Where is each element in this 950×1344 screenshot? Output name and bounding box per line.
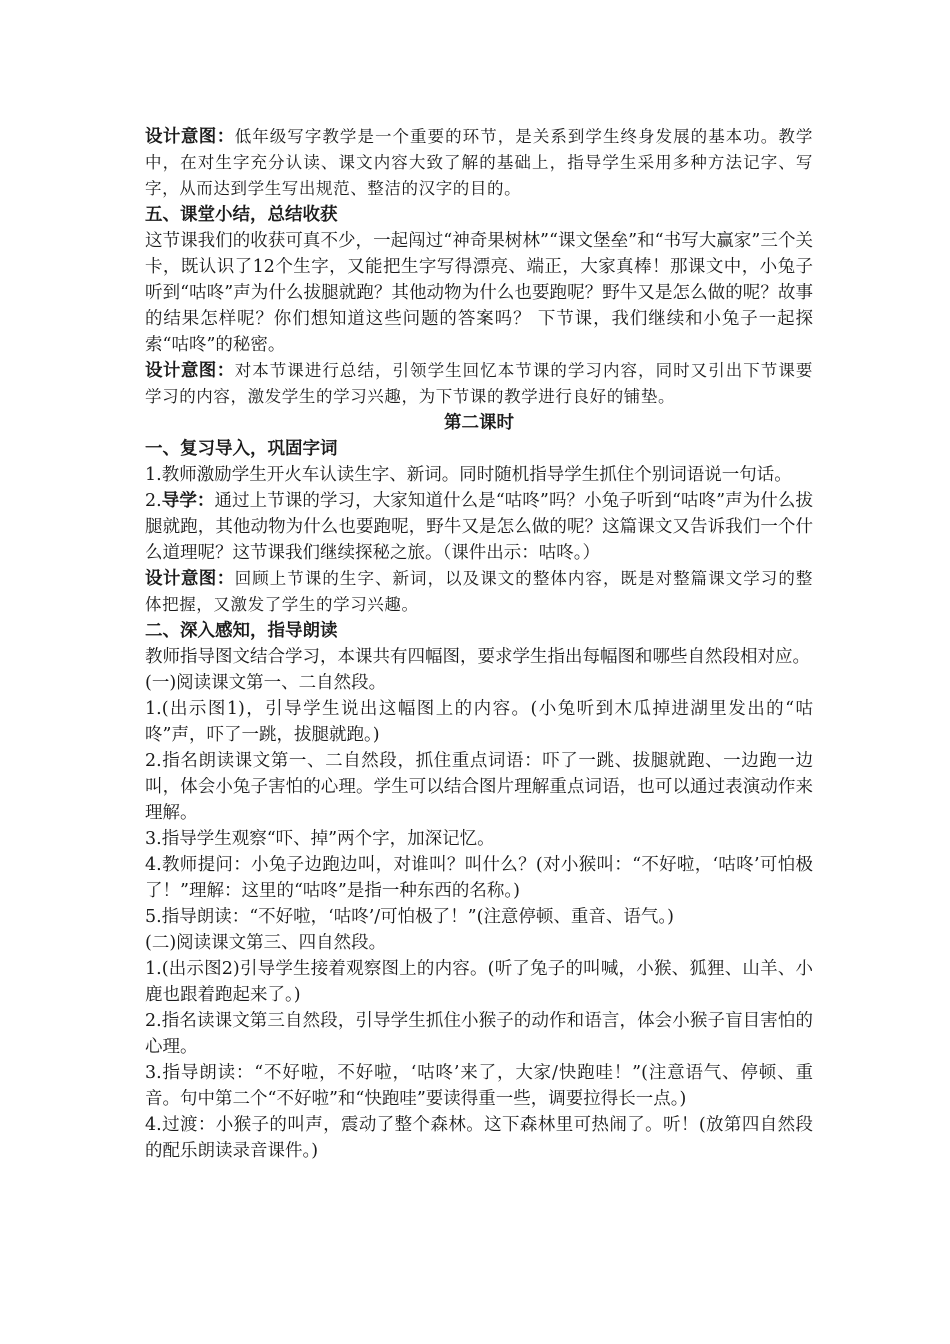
section-heading-reading: 二、深入感知，指导朗读 [145, 621, 338, 641]
guided-learning-label: 导学： [161, 491, 215, 511]
body-paragraph: 1.(出示图2)引导学生接着观察图上的内容。(听了兔子的叫喊，小猴、狐狸、山羊、小鹿也跟着跑起来了。) [145, 959, 813, 1005]
design-intent-text: 对本节课进行总结，引领学生回忆本节课的学习内容，同时又引出下节课要学习的内容，激发学生的学习兴趣，为下节课的教学进行良好的铺垫。 [145, 361, 813, 406]
body-paragraph: 4.过渡：小猴子的叫声，震动了整个森林。这下森林里可热闹了。听！(放第四自然段的配乐朗读录音课件。) [145, 1115, 813, 1161]
item-number: 2. [145, 491, 162, 511]
subsection-heading: (一)阅读课文第一、二自然段。 [145, 673, 387, 693]
design-intent-label: 设计意图： [145, 569, 235, 589]
document-page [145, 124, 813, 1164]
section-heading-review: 一、复习导入，巩固字词 [145, 439, 338, 459]
body-paragraph: 4.教师提问：小兔子边跑边叫，对谁叫？叫什么？(对小猴叫：“不好啦，‘咕咚’可怕极了！”理解：这里的“咕咚”是指一种东西的名称。) [145, 855, 813, 901]
body-paragraph: 教师指导图文结合学习，本课共有四幅图，要求学生指出每幅图和哪些自然段相对应。 [145, 647, 810, 667]
design-intent-paragraph [145, 566, 813, 618]
section-heading-summary: 五、课堂小结，总结收获 [145, 205, 338, 225]
guided-learning-paragraph [145, 488, 813, 566]
subsection-heading: (二)阅读课文第三、四自然段。 [145, 933, 387, 953]
body-paragraph: 3.指导学生观察“吓、掉”两个字，加深记忆。 [145, 829, 495, 849]
design-intent-paragraph [145, 358, 813, 410]
lesson-title: 第二课时 [444, 413, 514, 433]
design-intent-paragraph [145, 124, 813, 202]
design-intent-text: 回顾上节课的生字、新词，以及课文的整体内容，既是对整篇课文学习的整体把握，又激发了学生的学习兴趣。 [145, 569, 813, 614]
body-paragraph: 3.指导朗读：“不好啦，不好啦，‘咕咚’来了，大家/快跑哇！”(注意语气、停顿、重音。句中第二个“不好啦”和“快跑哇”要读得重一些，调要拉得长一点。) [145, 1063, 813, 1109]
design-intent-label: 设计意图： [145, 361, 235, 381]
body-paragraph: 这节课我们的收获可真不少，一起闯过“神奇果树林”“课文堡垒”和“书写大赢家”三个关卡，既认识了12个生字，又能把生字写得漂亮、端正，大家真棒！那课文中，小兔子听到“咕咚”声为什么拔腿就跑？其他动物为什么也要跑呢？野牛又是怎么做的呢？故事的结果怎样呢？你们想知道这些问题的答案吗？ 下节课，我们继续和小兔子一起探索“咕咚”的秘密。 [145, 231, 813, 355]
design-intent-label: 设计意图： [145, 127, 235, 147]
body-paragraph: 1.(出示图1)，引导学生说出这幅图上的内容。(小兔听到木瓜掉进湖里发出的“咕咚”声，吓了一跳，拔腿就跑。) [145, 699, 813, 745]
guided-learning-text: 通过上节课的学习，大家知道什么是“咕咚”吗？小兔子听到“咕咚”声为什么拔腿就跑，其他动物为什么也要跑呢，野牛又是怎么做的呢？这篇课文又告诉我们一个什么道理呢？这节课我们继续探秘之旅。（课件出示：咕咚。） [145, 491, 813, 563]
body-paragraph: 2.指名读课文第三自然段，引导学生抓住小猴子的动作和语言，体会小猴子盲目害怕的心理。 [145, 1011, 813, 1057]
body-paragraph: 1.教师激励学生开火车认读生字、新词。同时随机指导学生抓住个别词语说一句话。 [145, 465, 792, 485]
body-paragraph: 5.指导朗读：“不好啦，‘咕咚’/可怕极了！”(注意停顿、重音、语气。) [145, 907, 675, 927]
design-intent-text: 低年级写字教学是一个重要的环节，是关系到学生终身发展的基本功。教学中，在对生字充分认读、课文内容大致了解的基础上，指导学生采用多种方法记字、写字，从而达到学生写出规范、整洁的汉字的目的。 [145, 127, 813, 198]
body-paragraph: 2.指名朗读课文第一、二自然段，抓住重点词语：吓了一跳、拔腿就跑、一边跑一边叫，体会小兔子害怕的心理。学生可以结合图片理解重点词语，也可以通过表演动作来理解。 [145, 751, 813, 823]
